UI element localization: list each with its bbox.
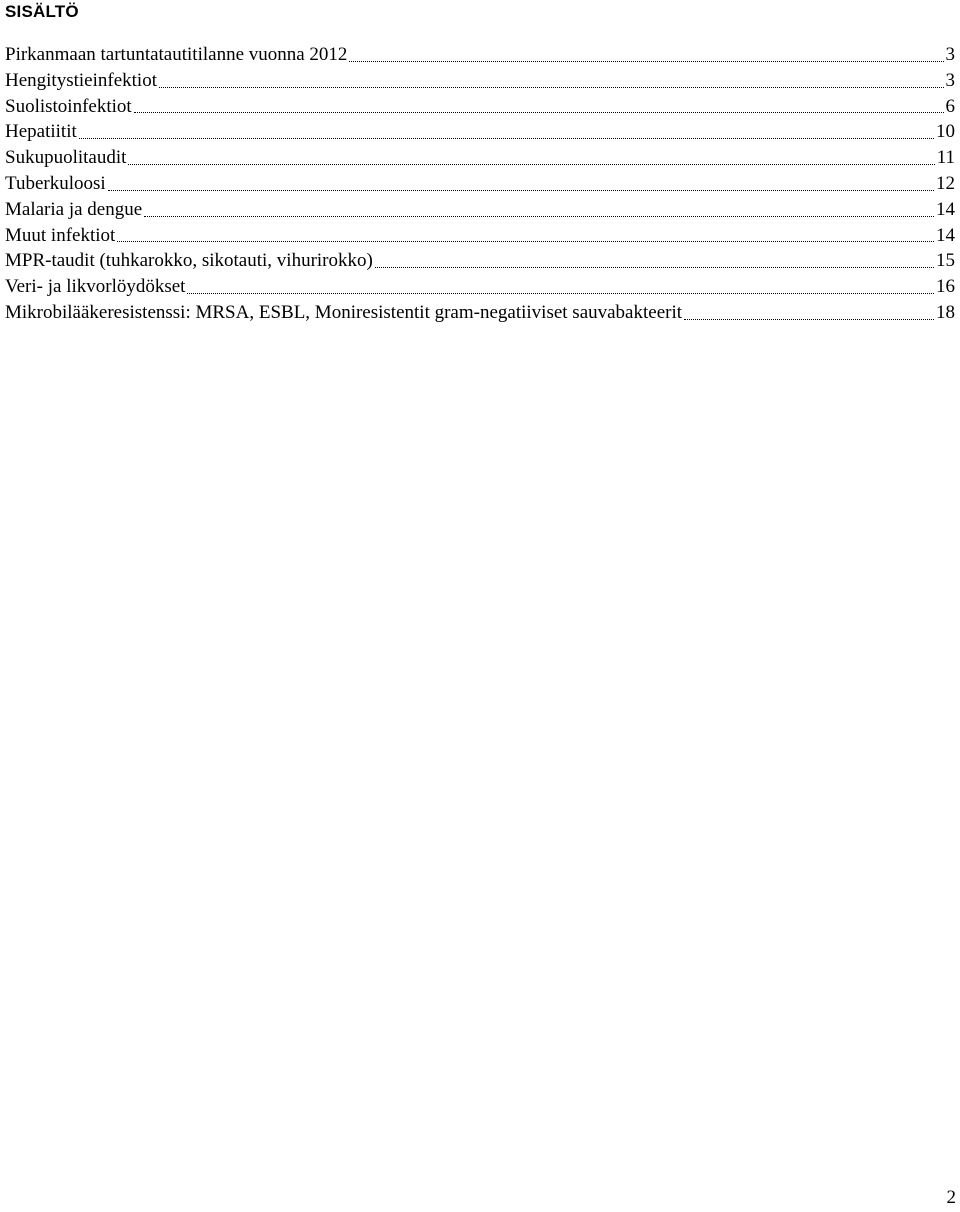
- toc-entry[interactable]: [5, 42, 955, 68]
- toc-dot-leader: [684, 318, 934, 320]
- toc-entry-title: Hengitystieinfektiot: [5, 69, 157, 91]
- toc-dot-leader: [349, 60, 943, 62]
- toc-dot-leader: [134, 111, 944, 113]
- toc-entry-title: Hepatiitit: [5, 121, 77, 143]
- toc-entry[interactable]: [5, 68, 955, 94]
- toc-entry[interactable]: [5, 197, 955, 223]
- toc-entry[interactable]: [5, 119, 955, 145]
- toc-dot-leader: [144, 215, 934, 217]
- toc-dot-leader: [79, 137, 934, 139]
- toc-dot-leader: [117, 240, 934, 242]
- toc-dot-leader: [159, 86, 944, 88]
- toc-entry-title: Malaria ja dengue: [5, 198, 143, 220]
- toc-entry-page: 6: [945, 95, 955, 117]
- toc-entry-title: Pirkanmaan tartuntatautitilanne vuonna 2012: [5, 44, 348, 65]
- toc-entry-title: Muut infektiot: [5, 224, 116, 246]
- toc-entry[interactable]: [5, 274, 955, 300]
- toc-dot-leader: [108, 189, 934, 191]
- toc-entry[interactable]: [5, 248, 955, 274]
- toc-entry-page: 18: [936, 301, 955, 323]
- toc-entry-title: MPR-taudit (tuhkarokko, sikotauti, vihurirokko): [5, 250, 373, 272]
- toc-entry-page: 12: [936, 172, 955, 194]
- toc-entry-title: Suolistoinfektiot: [5, 95, 132, 117]
- toc-dot-leader: [375, 266, 934, 268]
- page-number: 2: [946, 1187, 956, 1208]
- toc-entry-page: 14: [936, 224, 955, 246]
- toc-entry-page: 14: [936, 198, 955, 220]
- toc-entry-page: 10: [936, 121, 955, 143]
- toc-entry-title: Tuberkuloosi: [5, 172, 106, 194]
- toc-entry-page: 11: [936, 147, 955, 169]
- toc-entry[interactable]: [5, 145, 955, 171]
- toc-entry-title: Mikrobilääkeresistenssi: MRSA, ESBL, Moniresistentit gram-negatiiviset sauvabakteerit: [5, 301, 683, 323]
- toc-heading: SISÄLTÖ: [5, 2, 79, 21]
- toc-entry[interactable]: [5, 300, 955, 326]
- toc-entry-page: 3: [945, 44, 955, 65]
- toc-entry-title: Veri- ja likvorlöydökset: [5, 276, 186, 298]
- toc-entry-page: 16: [936, 276, 955, 298]
- toc-entry-title: Sukupuolitaudit: [5, 147, 127, 169]
- toc-entry[interactable]: [5, 171, 955, 197]
- toc-dot-leader: [187, 292, 934, 294]
- toc-entry-page: 15: [936, 250, 955, 272]
- toc-entry-page: 3: [945, 69, 955, 91]
- toc-entry[interactable]: [5, 94, 955, 120]
- table-of-contents: [5, 42, 955, 326]
- toc-entry[interactable]: [5, 223, 955, 249]
- toc-dot-leader: [128, 163, 934, 165]
